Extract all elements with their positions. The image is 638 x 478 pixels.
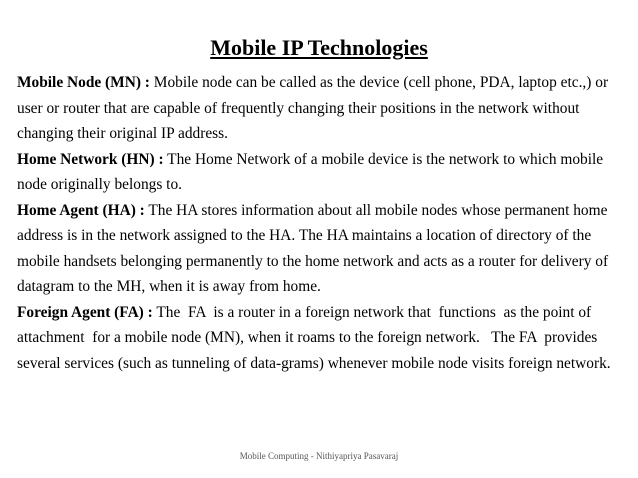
- term-home-agent: Home Agent (HA) :: [17, 201, 145, 219]
- term-foreign-agent: Foreign Agent (FA) :: [17, 303, 153, 321]
- slide-body: [17, 70, 629, 376]
- definition-foreign-agent: The FA is a router in a foreign network that functions as the point of attachment for a mobile node (MN), when it roams to the foreign network. The FA provides several services (such as tunneling of data-grams) whenever mobile node visits foreign network.: [17, 303, 611, 372]
- paragraph-home-agent: [17, 198, 629, 300]
- definition-mobile-node: Mobile node can be called as the device (cell phone, PDA, laptop etc.,) or user or router that are capable of frequently changing their positions in the network without changing their original IP address.: [17, 74, 609, 142]
- paragraph-mobile-node: [17, 70, 629, 147]
- term-home-network: Home Network (HN) :: [17, 150, 164, 168]
- slide-footer: Mobile Computing - Nithiyapriya Pasavaraj: [239, 451, 399, 461]
- definition-home-agent: The HA stores information about all mobile nodes whose permanent home address is in the network assigned to the HA. The HA maintains a location of directory of the mobile handsets belonging permanently to the home network and acts as a router for delivery of datagram to the MH, when it is away from home.: [17, 201, 609, 295]
- paragraph-home-network: [17, 147, 629, 198]
- definition-home-network: The Home Network of a mobile device is the network to which mobile node originally belongs to.: [17, 150, 604, 193]
- term-mobile-node: Mobile Node (MN) :: [17, 74, 150, 91]
- paragraph-foreign-agent: [17, 300, 629, 377]
- slide-title: Mobile IP Technologies: [210, 35, 428, 60]
